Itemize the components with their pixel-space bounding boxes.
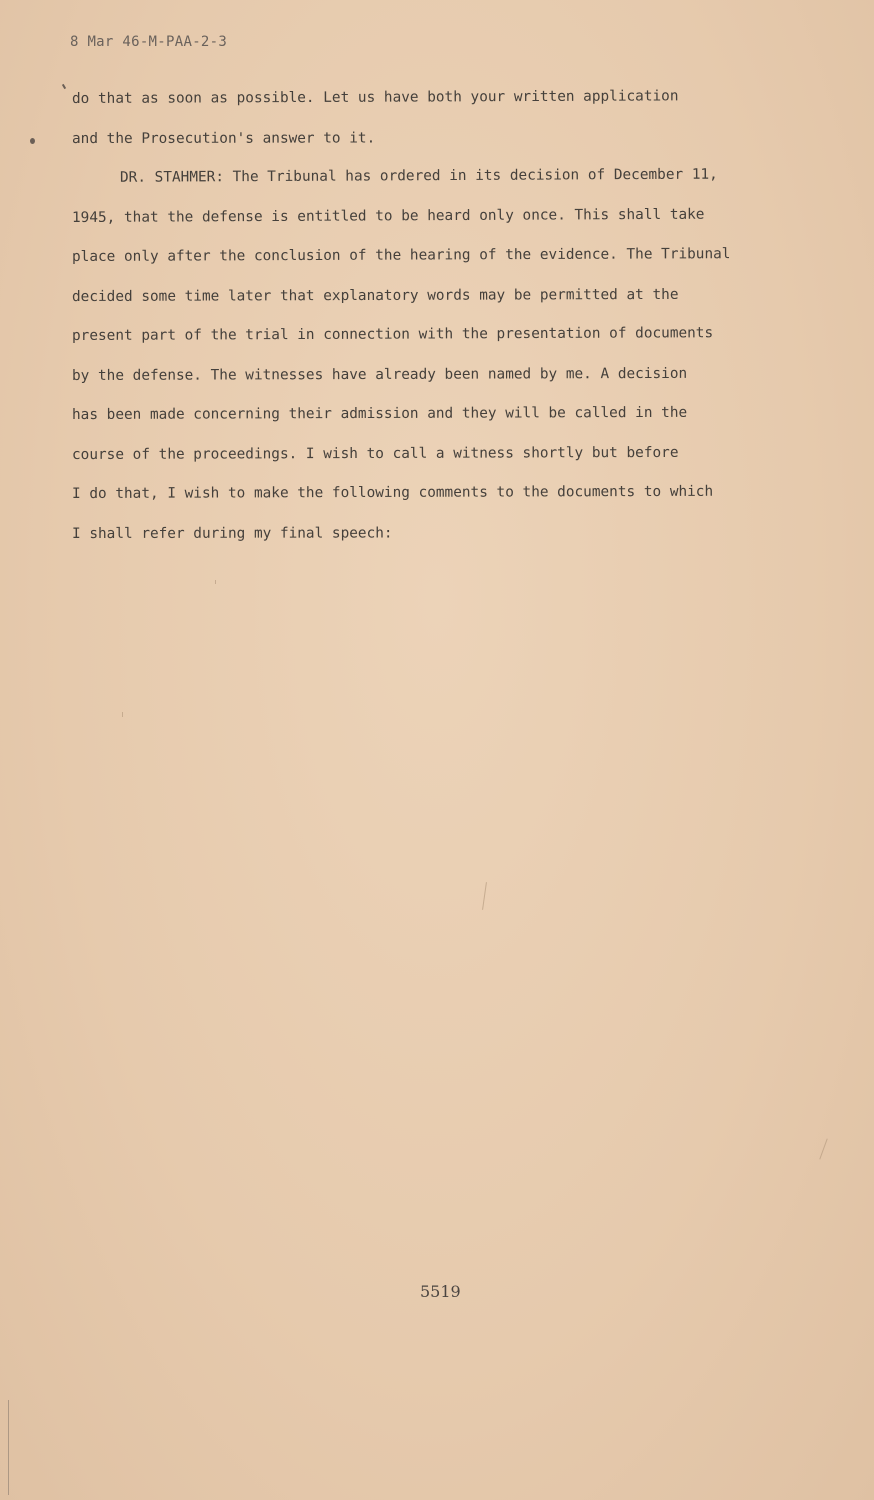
transcript-line: present part of the trial in connection with the presentation of documents <box>71 325 714 344</box>
page-edge-line <box>8 1400 9 1495</box>
transcript-body <box>72 80 832 554</box>
transcript-line: has been made concerning their admission and they will be called in the <box>71 404 688 423</box>
page-number: 5519 <box>420 1282 461 1301</box>
paper-fiber <box>215 580 216 584</box>
transcript-line: place only after the conclusion of the hearing of the evidence. The Tribunal <box>71 246 731 265</box>
transcript-line: and the Prosecution's answer to it. <box>71 129 376 147</box>
ink-tick-mark <box>62 84 66 89</box>
document-reference: 8 Mar 46-M-PAA-2-3 <box>70 34 228 50</box>
transcript-line: I do that, I wish to make the following comments to the documents to which <box>71 483 714 502</box>
paper-fiber <box>482 882 487 910</box>
paper-fiber <box>819 1138 827 1159</box>
transcript-line: course of the proceedings. I wish to call a witness shortly but before <box>71 444 679 463</box>
paper-fiber <box>122 712 123 717</box>
transcript-line: 1945, that the defense is entitled to be heard only once. This shall take <box>71 206 705 226</box>
transcript-line: by the defense. The witnesses have already been named by me. A decision <box>71 365 688 384</box>
transcript-line: decided some time later that explanatory words may be permitted at the <box>71 286 679 305</box>
transcript-line: do that as soon as possible. Let us have both your written application <box>71 88 679 107</box>
ink-dot-mark <box>30 138 35 144</box>
speaker-line: DR. STAHMER: The Tribunal has ordered in its decision of December 11, <box>119 166 718 186</box>
transcript-line: I shall refer during my final speech: <box>71 524 393 542</box>
